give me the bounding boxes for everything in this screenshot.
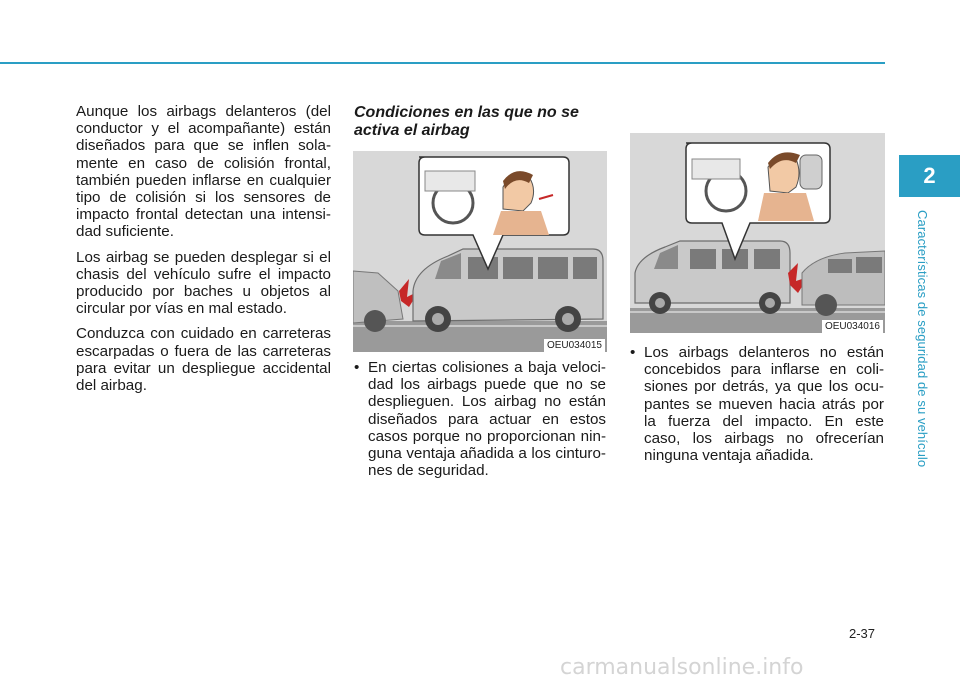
header-rule — [0, 62, 885, 64]
section-side-title: Características de seguridad de su vehículo — [915, 210, 930, 468]
paragraph-chassis-impact: Los airbag se pueden desplegar si el chasis del vehículo sufre el impacto producido por baches u objetos al circular por vías en mal estado. — [76, 248, 331, 318]
bullet-rear-collision — [630, 344, 884, 464]
bullet-dot: • — [354, 359, 360, 376]
bullet-dot: • — [630, 344, 636, 361]
figure-code: OEU034015 — [544, 339, 605, 352]
figure-code: OEU034016 — [822, 320, 883, 333]
bullet-text: Los airbags delanteros no están concebidos para inflarse en coli- siones por detrás, ya que los ocu- pantes se mueven hacia atrás por la fuerza del impacto. En este caso, los airbags no ofrecerían ninguna ventaja añadida. — [644, 344, 884, 465]
watermark: carmanualsonline.info — [560, 655, 804, 680]
bullet-text: En ciertas colisiones a baja veloci- dad los airbags puede que no se desplieguen. Los airbag no están diseñados para actuar en estos casos porque no proporcionan nin- guna ventaja añadida a los cinturo- nes de seguridad. — [368, 359, 606, 480]
page-number: 2-37 — [849, 626, 876, 641]
figure-rear-collision — [630, 133, 885, 333]
paragraph-drive-carefully: Conduzca con cuidado en carreteras escarpadas o fuera de las carreteras para evitar un despliegue accidental del airbag. — [76, 325, 331, 395]
van-collision-illustration — [353, 151, 607, 352]
rear-collision-illustration — [630, 133, 885, 333]
figure-low-speed-collision — [353, 151, 607, 352]
section-number-tab: 2 — [899, 155, 960, 197]
section-heading: Condiciones en las que no se activa el airbag — [354, 104, 579, 139]
bullet-low-speed — [354, 359, 606, 479]
column-1-text — [76, 103, 331, 402]
paragraph-frontal-airbags: Aunque los airbags delanteros (del conductor y el acompañante) están diseñados para que se inflen sola- mente en caso de colisión frontal, también pueden inflarse en cualquier tipo de colisión si los sensores de impacto frontal detectan una intensi- dad suficiente. — [76, 103, 331, 241]
